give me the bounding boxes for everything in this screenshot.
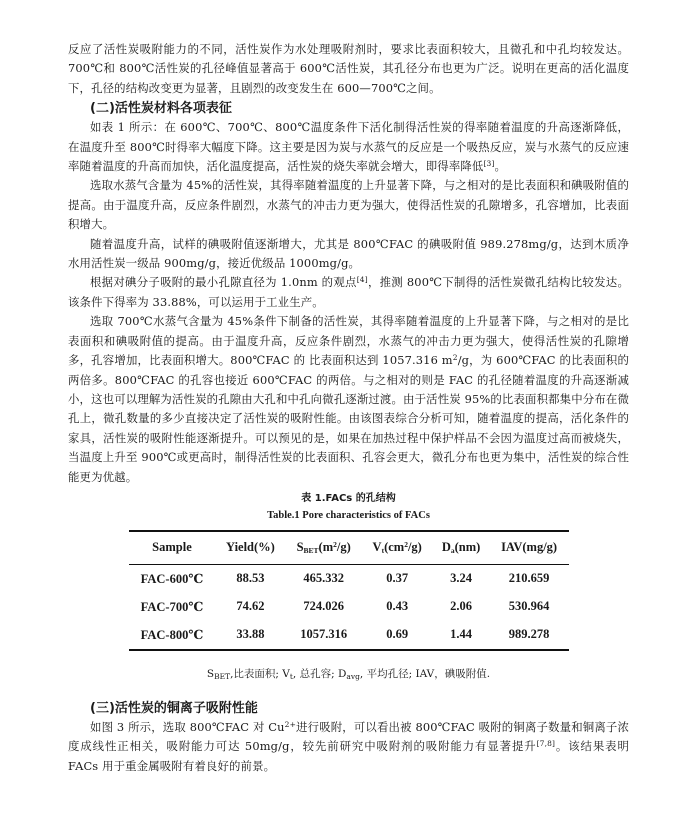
paragraph-surface-area <box>68 312 629 487</box>
note-d-text: , 平均孔径; IAV，碘吸附值. <box>359 667 491 680</box>
paragraph-pore-distribution: 反应了活性炭吸附能力的不同，活性炭作为水处理吸附剂时，要求比表面积较大，且微孔和中孔均较发达。700℃和 800℃活性炭的孔径峰值显著高于 600℃活性炭，其孔径分布也更为广泛。说明在更高的活化温度下，孔径的结构改变更为显著，且剧烈的改变发生在 600—700℃之间。 <box>68 42 629 95</box>
paragraph-copper-adsorption <box>68 718 629 776</box>
cell-vt: 0.69 <box>386 627 409 642</box>
paragraph-micropore-text: 根据对碘分子吸附的最小孔隙直径为 1.0nm 的观点 <box>90 275 357 290</box>
note-v-text: , 总孔容; D <box>292 667 347 680</box>
cell-sample: FAC-700℃ <box>140 599 204 614</box>
header-vt-unit: (cm <box>384 540 405 555</box>
paragraph-yield <box>68 118 629 176</box>
cell-yield: 33.88 <box>236 627 265 642</box>
cell-da: 1.44 <box>450 627 472 642</box>
note-s: S <box>206 667 215 680</box>
paragraph-yield-end: 。 <box>494 159 507 174</box>
citation-ref: [4] <box>356 275 368 285</box>
cell-vt: 0.43 <box>386 599 409 614</box>
table-row <box>129 593 569 621</box>
header-sample: Sample <box>152 540 192 555</box>
paragraph-micropore-end: ，推测 800℃下制得的活性炭微孔结构比较发达。该条件下得率为 33.88%，可以运用于工业生产。 <box>68 275 629 309</box>
header-sbet-end: /g) <box>336 540 351 555</box>
header-sbet <box>285 531 362 565</box>
header-sbet-sub: BET <box>303 546 319 556</box>
citation-ref: [7,8] <box>536 739 556 749</box>
superscript: 2+ <box>284 719 297 729</box>
note-s-sub: BET <box>214 671 231 681</box>
cell-da: 2.06 <box>450 599 472 614</box>
header-da-sub: a <box>450 546 455 556</box>
table-row <box>129 621 569 650</box>
table-caption-zh: 表 1.FACs 的孔结构 <box>301 492 396 504</box>
cell-sbet: 1057.316 <box>300 627 348 642</box>
header-vt-sub: t <box>381 546 385 556</box>
header-yield: Yield(%) <box>226 540 275 555</box>
paragraph-steam-content: 选取水蒸气含量为 45%的活性炭，其得率随着温度的上升显著下降，与之相对的是比表面积和碘吸附值的提高。由于温度升高，反应条件剧烈，水蒸气的冲击力更为强大，使得活性炭的孔隙增多，孔容增加，比表面积增大。 <box>68 178 629 232</box>
paragraph-surface-area-end: /g，为 600℃FAC 的比表面积的两倍多。800℃FAC 的孔容也接近 600℃FAC 的两倍。与之相对的则是 FAC 的孔径随着温度的升高逐渐减小，这也可以理解为活性炭的孔隙由大孔和中孔向微孔逐渐过渡。由于活性炭 95%的比表面积都集中分布在微孔上，微孔数量的多少直接决定了活性炭的吸附性能。由该图表综合分析可知，随着温度的提高，活化条件的家具，活性炭的吸附性能逐渐提升。可以预见的是，如果在加热过程中保护样品不会因为温度过高而被烧失，当温度上升至 900℃或更高时，制得活性炭的比表面积、孔容会更大，微孔分布也更为集中，活性炭的综合性能更为优越。 <box>68 353 630 484</box>
header-sbet-symbol: S <box>296 540 304 555</box>
cell-iav: 530.964 <box>508 599 550 614</box>
note-v-sub: t <box>289 671 293 681</box>
cell-yield: 74.62 <box>236 599 265 614</box>
header-sbet-unit: (m <box>318 540 334 555</box>
paragraph-copper-end: 。该结果表明 FACs 用于重金属吸附有着良好的前景。 <box>68 739 629 773</box>
paragraph-copper-text: 如图 3 所示，选取 800℃FAC 对 Cu <box>90 719 285 734</box>
paragraph-copper-text-2: 进行吸附，可以看出被 800℃FAC 吸附的铜离子数量和铜离子浓度成线性正相关，吸附能力可达 50mg/g，较先前研究中吸附剂的吸附能力有显著提升 <box>68 719 629 754</box>
section-heading-characterization: (二)活性炭材料各项表征 <box>90 101 232 117</box>
cell-iav: 210.659 <box>508 571 550 586</box>
table-header-row <box>129 531 569 565</box>
cell-sample: FAC-800℃ <box>140 627 204 642</box>
note-d-sub: avg <box>346 671 360 681</box>
header-iav: IAV(mg/g) <box>501 540 558 555</box>
header-vt-end: /g) <box>407 540 422 555</box>
header-vt-sup: 2 <box>404 540 408 550</box>
header-vt <box>362 531 433 565</box>
cell-yield: 88.53 <box>236 571 265 586</box>
cell-da: 3.24 <box>450 571 472 586</box>
table-footnote <box>68 665 629 683</box>
paragraph-surface-area-text: 选取 700℃水蒸气含量为 45%条件下制备的活性炭，其得率随着温度的上升显著下降，与之相对的是比表面积和碘吸附值的提高。由于温度升高，反应条件剧烈，水蒸气的冲击力更为强大，使得活性炭的孔隙增多，孔容增加，比表面积增大。800℃FAC 的 比表面积达到 1057.316 m <box>68 314 629 368</box>
cell-sample: FAC-600℃ <box>140 571 204 586</box>
note-s-text: ,比表面积; V <box>230 667 290 680</box>
header-vt-symbol: V <box>372 540 382 555</box>
header-da <box>432 531 489 565</box>
cell-sbet: 465.332 <box>303 571 344 586</box>
pore-characteristics-table <box>129 530 569 651</box>
header-da-symbol: D <box>441 540 451 555</box>
cell-vt: 0.37 <box>386 571 409 586</box>
section-heading-copper-adsorption: (三)活性炭的铜离子吸附性能 <box>90 700 258 716</box>
cell-sbet: 724.026 <box>303 599 344 614</box>
superscript: 2 <box>452 353 458 363</box>
paragraph-yield-text: 如表 1 所示：在 600℃、700℃、800℃温度条件下活化制得活性炭的得率随着温度的升高逐渐降低，在温度升至 800℃时得率大幅度下降。这主要是因为炭与水蒸气的反应是一个吸热反应，炭与水蒸气的反应速率随着温度的升高而加快，活化温度提高，活性炭的烧失率就会增大，即得率降低 <box>68 120 629 174</box>
citation-ref: [3] <box>483 159 495 169</box>
paragraph-micropore <box>68 273 629 312</box>
cell-iav: 989.278 <box>508 627 550 642</box>
paragraph-iodine-value: 随着温度升高，试样的碘吸附值逐渐增大，尤其是 800℃FAC 的碘吸附值 989.278mg/g，达到木质净水用活性炭一级品 900mg/g，接近优级品 1000mg/g。 <box>68 236 629 271</box>
table-caption-en: Table.1 Pore characteristics of FACs <box>267 509 430 521</box>
header-da-end: (nm) <box>454 540 481 555</box>
table-row <box>129 564 569 593</box>
header-sbet-sup: 2 <box>333 540 337 550</box>
